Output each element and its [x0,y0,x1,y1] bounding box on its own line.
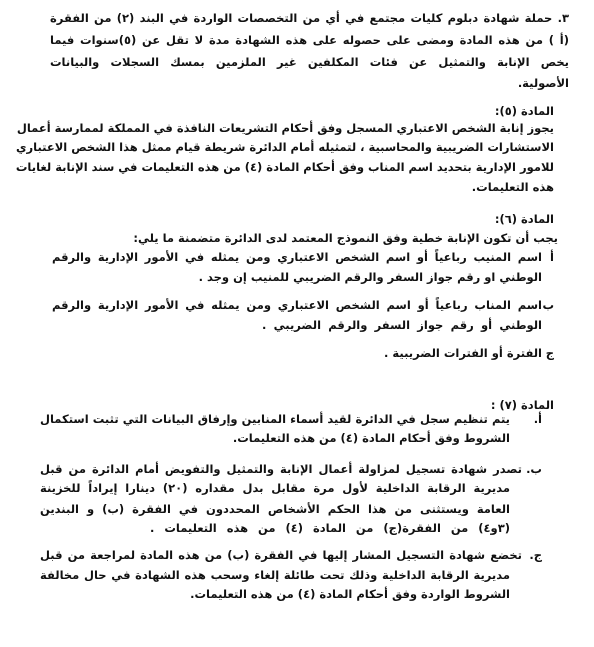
article-5-line-1: يجوز إنابة الشخص الاعتباري المسجل وفق أحكام التشريعات النافذة في المملكة لممارسة أعمال [16,121,554,135]
article-6-item-b-line-1: اسم المناب رباعياً أو اسم الشخص الاعتباري ومن يمثله في الأمور الإدارية والرقم [52,298,542,312]
article-7-item-b-line-3: العامة ويستثنى من هذا الحكم الأشخاص المحددون في الفقرة (ب) و البندين [40,502,510,516]
article-7-item-c-line-3: الشروط الواردة وفق أحكام المادة (٤) من هذه التعليمات. [190,587,510,601]
article-6-item-a-label: أ [550,250,554,264]
article-7-item-a-line-1: يتم تنظيم سجل في الدائرة لقيد أسماء المنابين وإرفاق البيانات التي تثبت استكمال [40,412,510,426]
article-5-heading: المادة (٥): [494,104,554,118]
article-7-item-b-line-4: (٣و٤) من الفقرة(ج) من المادة (٤) من هذه التعليمات . [150,521,510,535]
item-3-line-3: يخص الإنابة والتمثيل عن فئات المكلفين غير الملزمين بمسك السجلات والبيانات [50,55,569,69]
article-7-item-c-line-1: تخضع شهادة التسجيل المشار إليها في الفقرة (ب) من هذه المادة لمراجعة من قبل [40,548,522,562]
article-6-heading: المادة (٦): [494,212,554,226]
article-7-item-b-line-1: تصدر شهادة تسجيل لمزاولة أعمال الإنابة والتمثيل والتفويض أمام الدائرة من قبل [40,462,522,476]
article-5-line-3: للامور الإدارية بتحديد اسم المناب وفق أحكام المادة (٤) من هذه التعليمات في سند الإنابة لغايات [15,160,554,174]
article-5-line-2: الاستشارات الضريبية والمحاسبية ، لتمثيله أمام الدائرة شريطة قيام ممثل هذا الشخص الاعتباري [15,140,554,154]
article-7-item-c-label: ج. [529,548,542,562]
article-6-item-c-label: ج [545,346,554,360]
article-7-item-a-line-2: الشروط وفق أحكام المادة (٤) من هذه التعليمات. [232,431,510,445]
article-6-item-b-label: ب [542,298,554,312]
article-6-item-b-line-2: الوطني أو رقم جواز السفر والرقم الضريبي . [262,318,542,332]
article-6-item-a-line-1: اسم المنيب رباعياً أو اسم الشخص الاعتباري ومن يمثله في الأمور الإدارية والرقم [52,250,542,264]
article-7-item-b-label: ب. [526,462,542,476]
article-7-item-b-line-2: مديرية الرقابة الداخلية لأول مرة مقابل بدل مقداره (٢٠) دينارا إيراداً للخزينة [40,481,510,495]
article-7-item-c-line-2: مديرية الرقابة الداخلية وذلك تحت طائلة إلغاء وسحب هذه الشهادة في حال مخالفة [40,568,510,582]
article-7-heading: المادة (٧) : [490,398,554,412]
item-3-line-4: الأصولية. [517,76,569,90]
article-5-line-4: هذه التعليمات. [471,180,554,194]
item-3-line-2: (أ ) من هذه المادة ومضى على حصوله على هذه الشهادة مدة لا تقل عن (٥)سنوات فيما [50,33,569,47]
article-6-intro: يجب أن تكون الإنابة خطية وفق النموذج المعتمد لدى الدائرة متضمنة ما يلي: [133,231,558,245]
item-3-line-1: ٣. حملة شهادة دبلوم كليات مجتمع في أي من التخصصات الواردة في البند (٢) من الفقرة [50,11,569,25]
article-6-item-a-line-2: الوطني او رقم جواز السفر والرقم الضريبي للمنيب إن وجد . [198,270,542,284]
article-6-item-c-line-1: الفترة أو الفترات الضريبية . [384,346,542,360]
article-7-item-a-label: أ. [533,412,542,426]
